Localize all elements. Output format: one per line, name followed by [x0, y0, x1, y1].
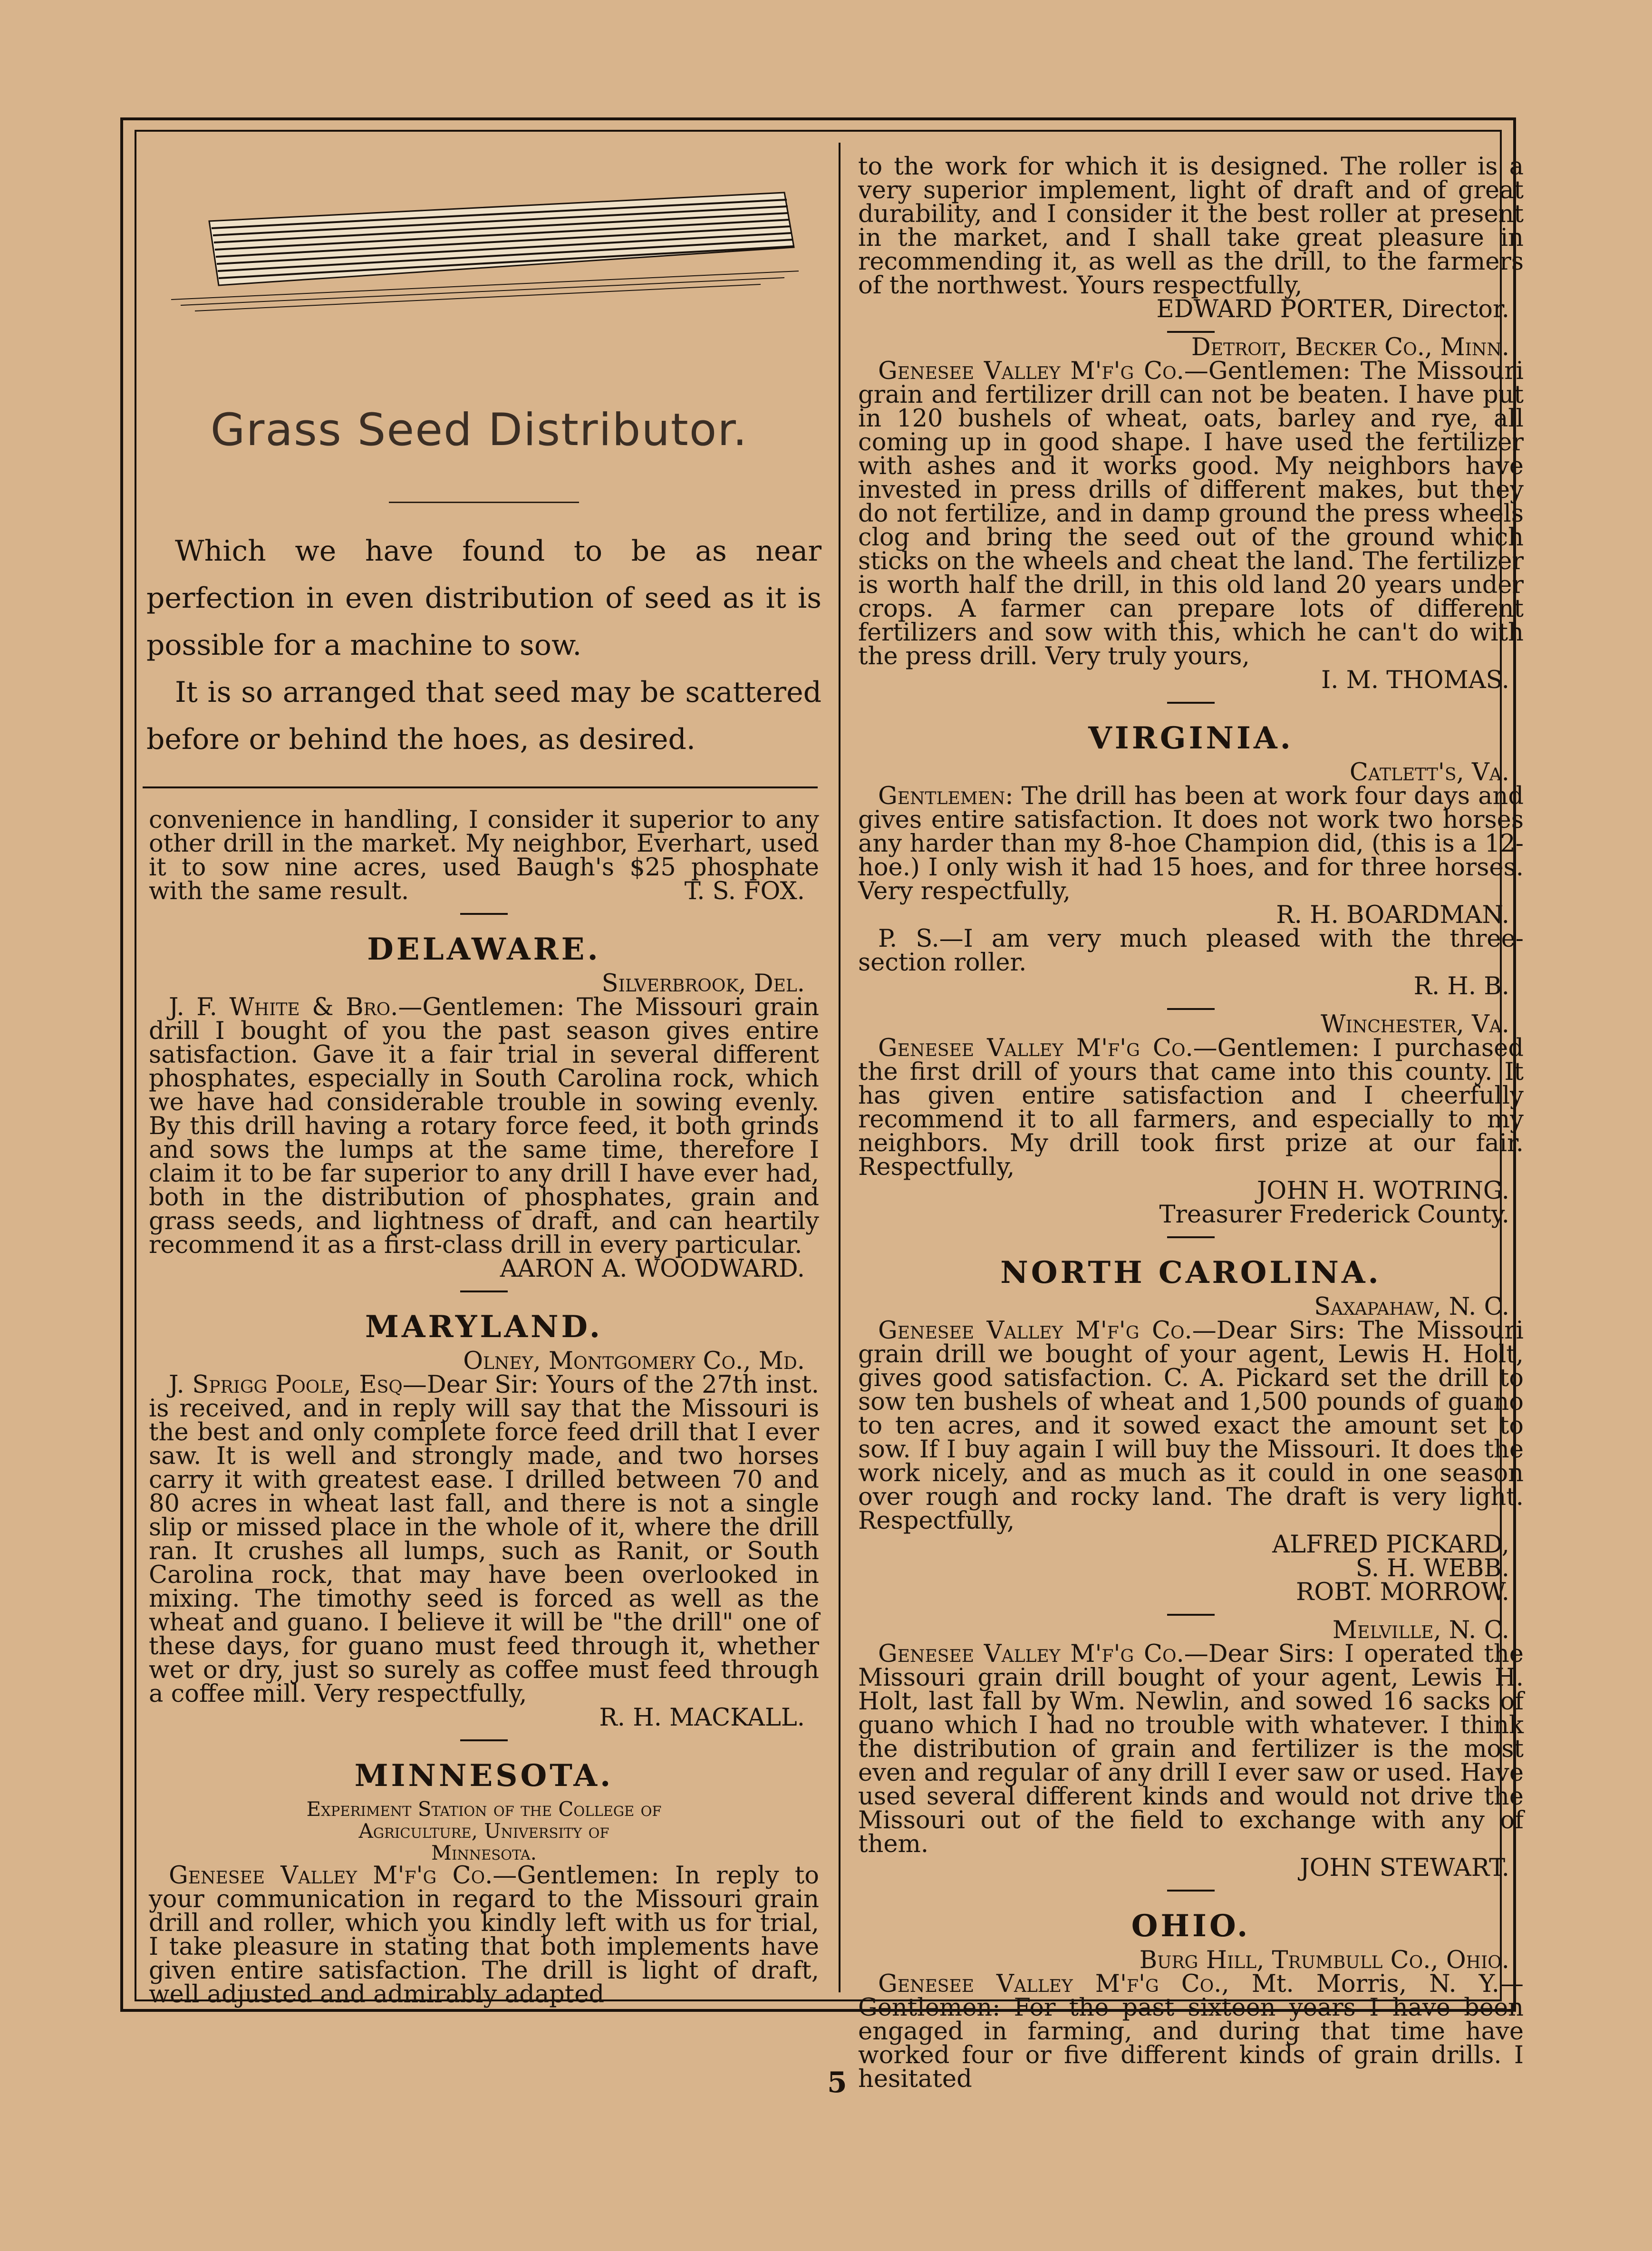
- boardman-letter: Gentlemen: The drill has been at work four days and gives entire satisfaction. It does not work two horses any harder than my 8-hoe Champion did, (this is a 12-hoe.) I only wish it had 15 hoes, and for three horses. Very respectfully,: [858, 782, 1524, 905]
- ohio-place: Burg Hill, Trumbull Co., Ohio.: [1139, 1946, 1509, 1974]
- stewart-signature: JOHN STEWART.: [1300, 1854, 1509, 1882]
- north-carolina-place: Saxapahaw, N. C.: [1314, 1293, 1509, 1321]
- grass-seed-distributor-illustration: [166, 176, 818, 319]
- delaware-letter: J. F. White & Bro.—Gentlemen: The Missouri grain drill I bought of you the past season gives entire satisfaction. Gave it a fair trial in several different phosphates, especially in South Carolina rock, which we have had considerable trouble in sowing evenly. By this drill having a rotary force feed, it both grinds and sows the lumps at the same time, therefore I claim it to be far superior to any drill I have ever had, both in the distribution of phosphates, grain and grass seeds, and lightness of draft, and can heartily recommend it as a first-class drill in every particular.: [149, 993, 819, 1259]
- maryland-letter: J. Sprigg Poole, Esq—Dear Sir: Yours of the 27th inst. is received, and in reply will say that the Missouri is the best and only complete force feed drill that I ever saw. It is well and strongly made, and two horses carry it with greatest ease. I drilled between 70 and 80 acres in wheat last fall, and there is not a single slip or missed place in the whole of it, where the drill ran. It crushes all lumps, such as Ranit, or South Carolina rock, that may have been overlooked in mixing. The timothy seed is forced as well as the wheat and guano. I believe it will be "the drill" one of these days, for guano must feed through it, whether wet or dry, just so surely as coffee must feed through a coffee mill. Very respectfully,: [149, 1371, 819, 1708]
- webb-signature: S. H. WEBB.: [1355, 1554, 1509, 1582]
- divider: [460, 913, 508, 915]
- wotring-title: Treasurer Frederick County.: [1159, 1201, 1509, 1229]
- page-number: 5: [827, 2066, 847, 2099]
- divider: [1167, 1236, 1215, 1238]
- divider: [1167, 1890, 1215, 1892]
- stewart-place: Melville, N. C.: [1332, 1616, 1509, 1644]
- virginia-heading: VIRGINIA.: [1088, 720, 1294, 756]
- thomas-place: Detroit, Becker Co., Minn.: [1191, 333, 1509, 361]
- ohio-heading: OHIO.: [1131, 1908, 1251, 1944]
- divider: [1167, 331, 1215, 333]
- delaware-signature: AARON A. WOODWARD.: [500, 1255, 805, 1283]
- pickard-signature: ALFRED PICKARD,: [1272, 1531, 1509, 1559]
- porter-signature: EDWARD PORTER, Director.: [1156, 295, 1509, 323]
- grass-seed-p2: It is so arranged that seed may be scattered before or behind the hoes, as desired.: [146, 676, 821, 756]
- minnesota-institution: Experiment Station of the College of Agriculture, University of Minnesota.: [306, 1797, 662, 1864]
- title-rule: [389, 502, 579, 503]
- divider: [460, 1290, 508, 1292]
- thomas-signature: I. M. THOMAS.: [1321, 666, 1509, 694]
- stewart-letter: Genesee Valley M'f'g Co.—Dear Sirs: I operated the Missouri grain drill bought of your agent, Lewis H. Holt, last fall by Wm. Newlin, and sowed 16 sacks of guano which I had no trouble with whatever. I think the distribution of grain and fertilizer is the most even and regular of any drill I ever saw or used. Have used several different kinds and would not drive the Missouri out of the field to exchange with any of them.: [858, 1640, 1524, 1858]
- grass-seed-p1: Which we have found to be as near perfection in even distribution of seed as it is possible for a machine to sow.: [146, 534, 821, 662]
- delaware-place: Silverbrook, Del.: [601, 970, 805, 998]
- virginia-place: Catlett's, Va.: [1349, 758, 1509, 786]
- divider: [1167, 1614, 1215, 1616]
- fox-letter: convenience in handling, I consider it superior to any other drill in the market. My neighbor, Everhart, used it to sow nine acres, used Baugh's $25 phosphate with the same result. T. S. FOX.: [149, 806, 819, 905]
- grass-seed-description: [146, 528, 821, 763]
- left-column: [149, 808, 819, 2007]
- pickard-letter: Genesee Valley M'f'g Co.—Dear Sirs: The Missouri grain drill we bought of your agent, Lewis H. Holt, gives good satisfaction. C. A. Pickard set the drill to sow ten bushels of wheat and 1,500 pounds of guano to ten acres, and it sowed exact the amount set to sow. If I buy again I will buy the Missouri. It does the work nicely, and as much as it could in one season over rough and rocky land. The draft is very light. Respectfully,: [858, 1317, 1524, 1535]
- right-column: [858, 155, 1524, 2091]
- fox-signature: T. S. FOX.: [684, 877, 805, 905]
- boardman-signature: R. H. BOARDMAN.: [1276, 901, 1509, 929]
- grass-seed-title: Grass Seed Distributor.: [210, 404, 748, 456]
- maryland-signature: R. H. MACKALL.: [599, 1704, 805, 1732]
- divider: [1167, 1008, 1215, 1010]
- minnesota-heading: MINNESOTA.: [354, 1758, 614, 1794]
- minnesota-letter: Genesee Valley M'f'g Co.—Gentlemen: In reply to your communication in regard to the Missouri grain drill and roller, which you kindly left with us for trial, I take pleasure in stating that both implements have given entire satisfaction. The drill is light of draft, well adjusted and admirably adapted: [149, 1862, 819, 2008]
- thomas-letter: Genesee Valley M'f'g Co.—Gentlemen: The Missouri grain and fertilizer drill can not be beaten. I have put in 120 bushels of wheat, oats, barley and rye, all coming up in good shape. I have used the fertilizer with ashes and it works good. My neighbors have invested in press drills of different makes, but they do not fertilize, and in damp ground the press wheels clog and bring the seed out of the ground which sticks on the wheels and cheat the land. The fertilizer is worth half the drill, in this old land 20 years under crops. A farmer can prepare lots of different fertilizers and sow with this, which he can't do with the press drill. Very truly yours,: [858, 357, 1524, 670]
- section-rule: [143, 786, 818, 788]
- boardman-ps-signature: R. H. B.: [1413, 972, 1509, 1000]
- porter-letter: to the work for which it is designed. The roller is a very superior implement, light of draft and of great durability, and I consider it the best roller at present in the market, and I shall take great pleasure in recommending it, as well as the drill, to the farmers of the northwest. Yours respectfully,: [858, 153, 1524, 300]
- maryland-place: Olney, Montgomery Co., Md.: [463, 1347, 805, 1375]
- delaware-heading: DELAWARE.: [367, 931, 601, 967]
- column-divider: [839, 143, 840, 1992]
- boardman-postscript: P. S.—I am very much pleased with the three-section roller.: [858, 925, 1524, 977]
- maryland-heading: MARYLAND.: [365, 1309, 603, 1345]
- divider: [460, 1739, 508, 1741]
- north-carolina-heading: NORTH CAROLINA.: [1000, 1255, 1381, 1290]
- wotring-signature: JOHN H. WOTRING.: [1256, 1177, 1509, 1205]
- ohio-letter: Genesee Valley M'f'g Co., Mt. Morris, N. Y.—Gentlemen: For the past sixteen years I have been engaged in farming, and during that time have worked four or five different kinds of grain drills. I hesitated: [858, 1970, 1524, 2093]
- divider: [1167, 702, 1215, 704]
- wotring-place: Winchester, Va.: [1321, 1010, 1509, 1038]
- morrow-signature: ROBT. MORROW.: [1296, 1578, 1509, 1606]
- wotring-letter: Genesee Valley M'f'g Co.—Gentlemen: I purchased the first drill of yours that came into this county. It has given entire satisfaction and I cheerfully recommend it to all farmers, and especially to my neighbors. My drill took first prize at our fair. Respectfully,: [858, 1034, 1524, 1181]
